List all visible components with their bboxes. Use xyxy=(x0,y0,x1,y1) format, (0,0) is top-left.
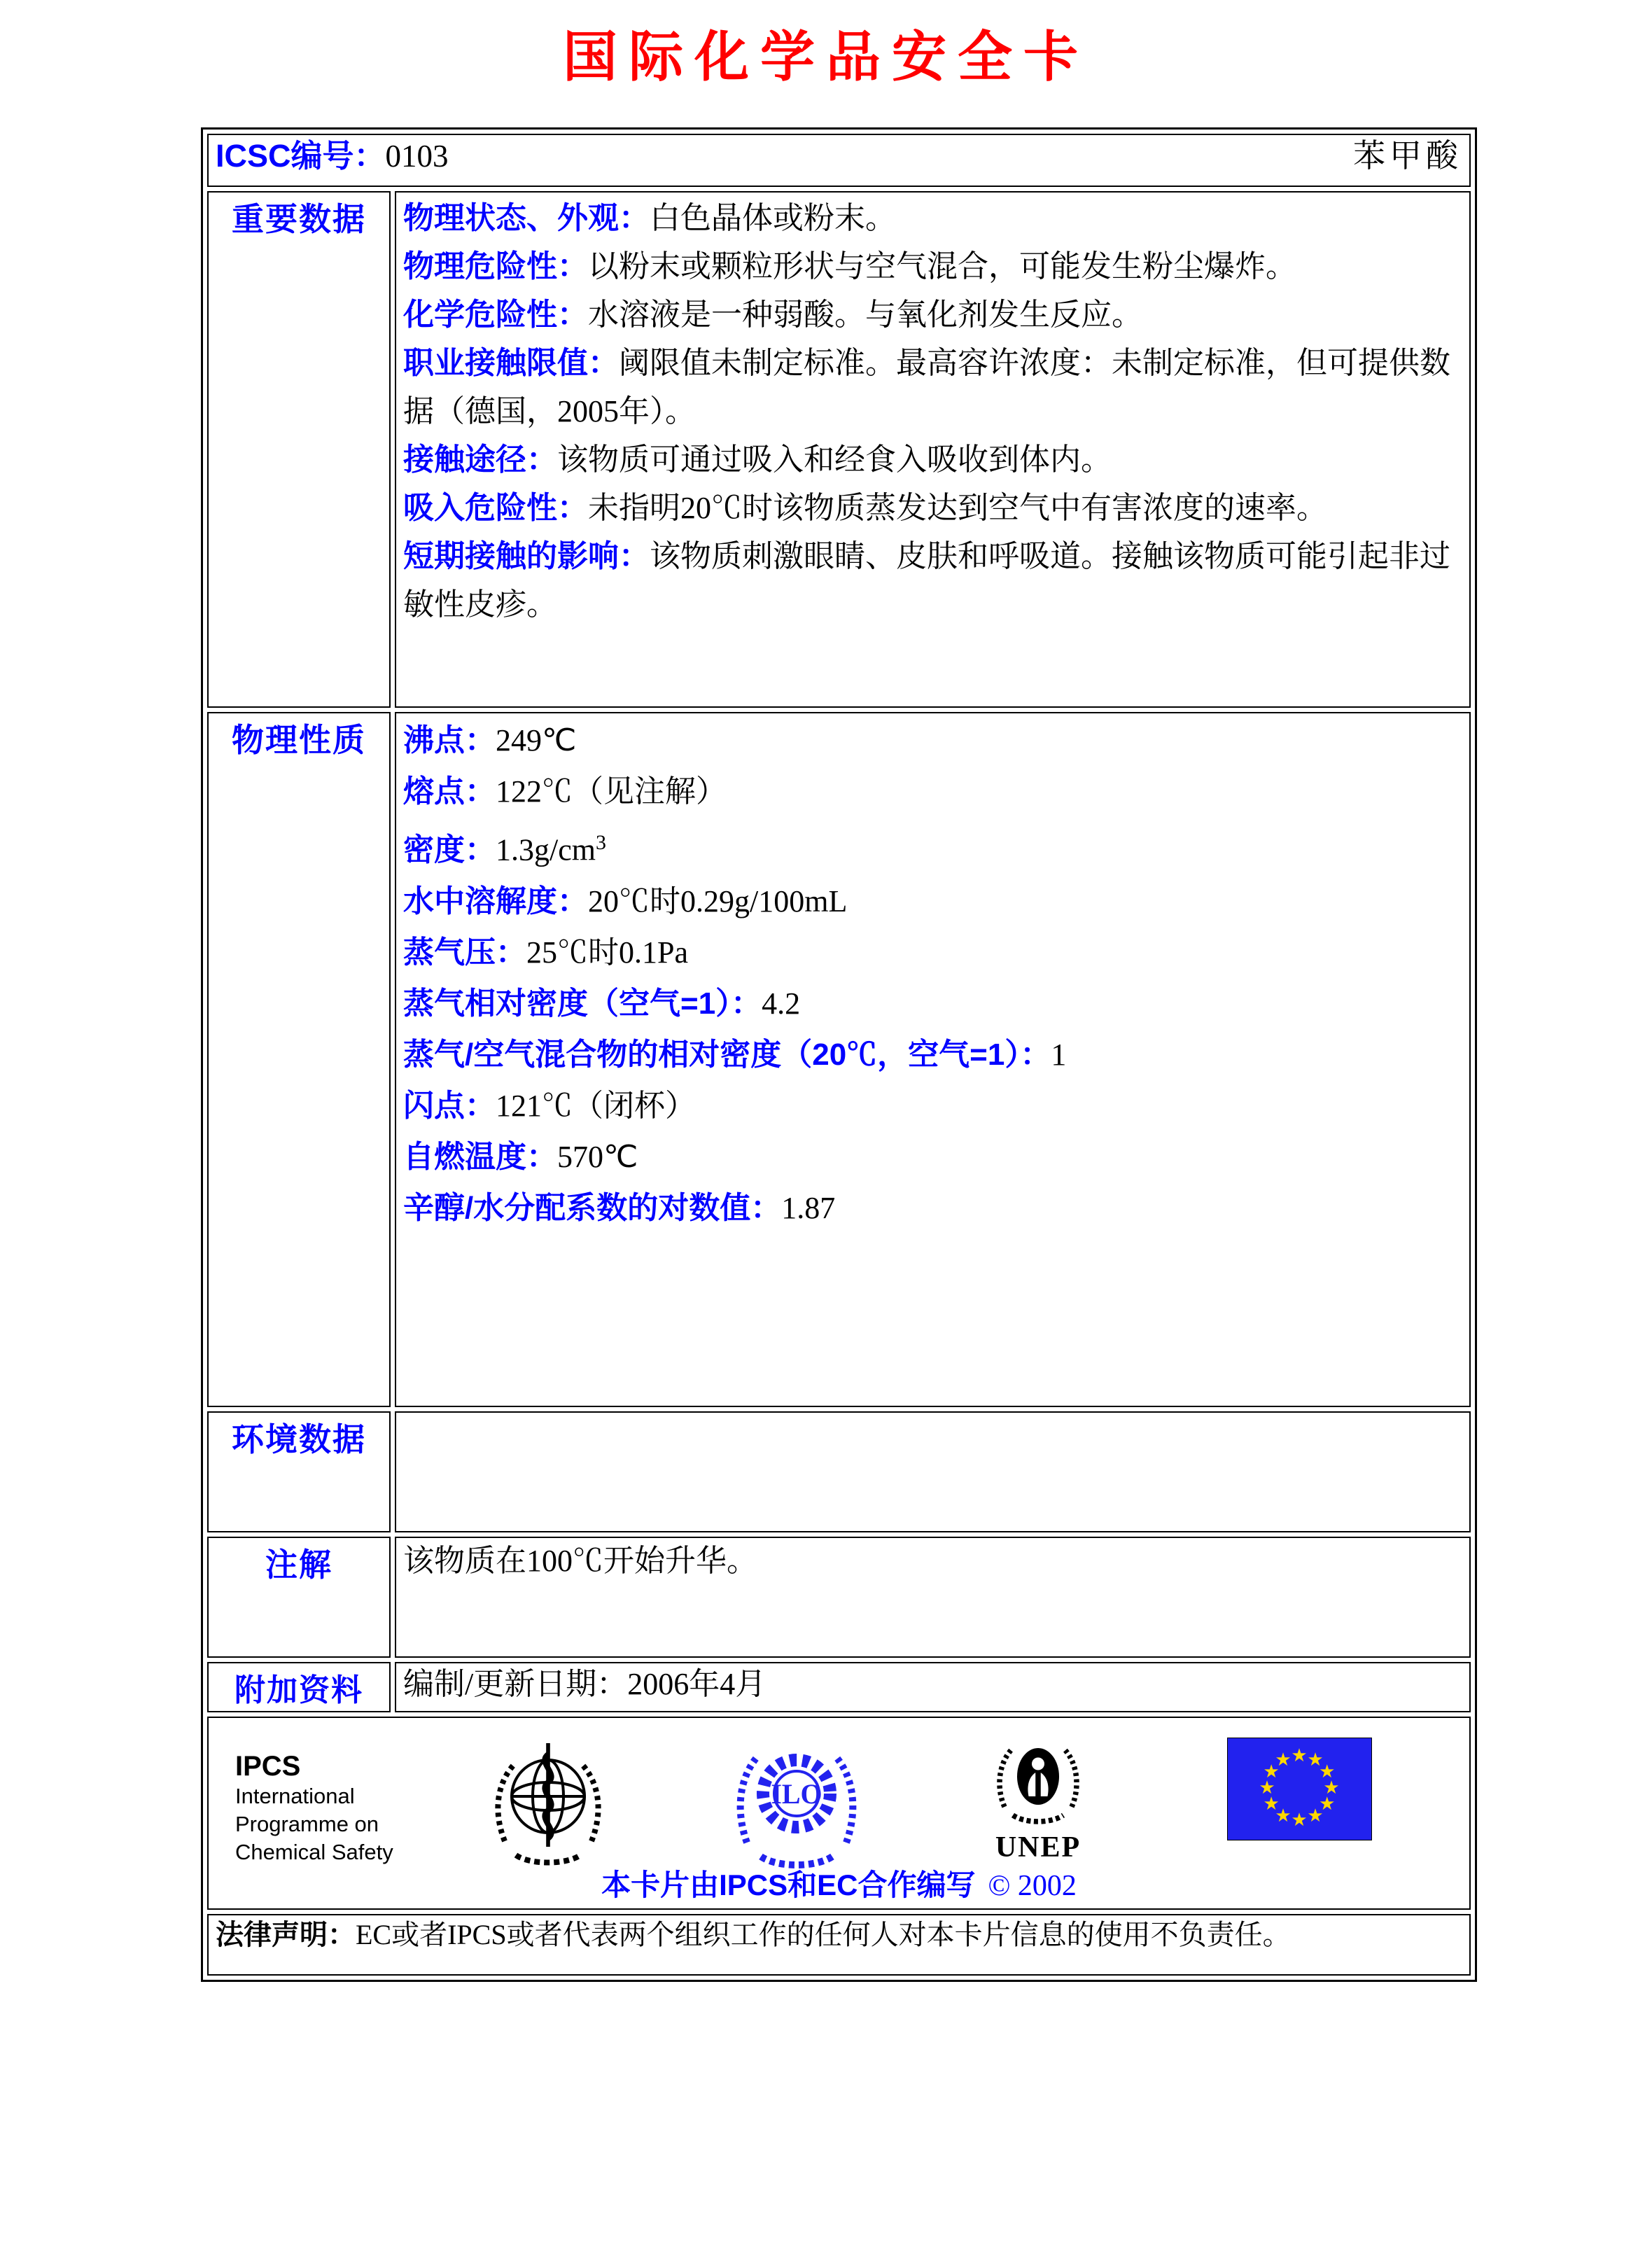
eu-star: ★ xyxy=(1263,1793,1280,1814)
ipcs-line: Chemical Safety xyxy=(235,1840,393,1864)
property-line xyxy=(403,1080,1462,1131)
property-value: 编制/更新日期：2006年4月 xyxy=(403,1667,766,1701)
property-line xyxy=(403,484,1462,532)
property-line xyxy=(403,339,1462,435)
property-value: 1.3g/cm xyxy=(496,832,596,867)
property-value: 1 xyxy=(1051,1037,1067,1072)
ipcs-line: International xyxy=(235,1784,355,1808)
logos-strip xyxy=(216,1719,1462,1907)
section-content-additional-info xyxy=(395,1662,1471,1712)
eu-star: ★ xyxy=(1291,1809,1308,1830)
property-value: 以粉末或颗粒形状与空气混合，可能发生粉尘爆炸。 xyxy=(588,249,1296,284)
property-line xyxy=(403,766,1462,817)
legal-label: 法律声明： xyxy=(216,1920,356,1950)
property-line xyxy=(403,1182,1462,1234)
property-label: 沸点： xyxy=(403,723,496,757)
property-value: 该物质刺激眼睛、皮肤和呼吸道。接触该物质可能引起非过敏性皮疹。 xyxy=(403,539,1450,622)
property-value: 该物质可通过吸入和经食入吸收到体内。 xyxy=(557,442,1112,477)
property-value: 水溶液是一种弱酸。与氧化剂发生反应。 xyxy=(588,298,1142,332)
eu-star: ★ xyxy=(1307,1749,1324,1770)
legal-cell xyxy=(207,1914,1471,1976)
ilo-logo-icon xyxy=(730,1731,863,1871)
property-line xyxy=(403,242,1462,291)
property-label: 水中溶解度： xyxy=(403,883,588,918)
section-content-notes xyxy=(395,1537,1471,1658)
icsc-row xyxy=(207,134,1471,187)
property-label: 短期接触的影响： xyxy=(403,539,650,573)
logos-cell xyxy=(207,1717,1471,1910)
important-data-row xyxy=(207,191,1471,708)
icsc-cell xyxy=(207,134,1471,187)
eu-star: ★ xyxy=(1259,1777,1275,1798)
eu-star: ★ xyxy=(1307,1804,1324,1826)
logos-row xyxy=(207,1717,1471,1910)
eu-star: ★ xyxy=(1323,1777,1340,1798)
property-value: 该物质在100℃开始升华。 xyxy=(403,1544,757,1578)
page-title: 国际化学品安全卡 xyxy=(562,27,1089,88)
property-line xyxy=(403,1665,1462,1704)
eu-star: ★ xyxy=(1275,1749,1292,1770)
property-label: 吸入危险性： xyxy=(403,491,588,525)
icsc-number: 0103 xyxy=(385,139,449,174)
ipcs-block xyxy=(235,1750,393,1866)
property-line xyxy=(403,817,1462,876)
property-line xyxy=(403,876,1462,927)
property-label: 物理危险性： xyxy=(403,249,588,284)
section-content-important-data xyxy=(395,191,1471,708)
property-line xyxy=(403,715,1462,766)
legal-text: EC或者IPCS或者代表两个组织工作的任何人对本卡片信息的使用不负责任。 xyxy=(356,1919,1291,1950)
eu-star: ★ xyxy=(1275,1804,1292,1826)
section-label-additional-info: 附加资料 xyxy=(207,1662,391,1712)
property-line xyxy=(403,1539,1462,1583)
property-value: 570℃ xyxy=(557,1139,638,1174)
eu-flag xyxy=(1227,1738,1372,1840)
property-label: 蒸气/空气混合物的相对密度（20℃，空气=1）： xyxy=(403,1037,1051,1072)
property-line xyxy=(403,435,1462,484)
environmental-data-row xyxy=(207,1411,1471,1532)
property-label: 熔点： xyxy=(403,774,496,809)
unep-logo xyxy=(975,1729,1101,1863)
property-line xyxy=(403,532,1462,629)
eu-star: ★ xyxy=(1263,1761,1280,1782)
property-label: 蒸气相对密度（空气=1）： xyxy=(403,986,762,1021)
property-label: 接触途径： xyxy=(403,442,557,477)
property-line xyxy=(403,1131,1462,1182)
ipcs-line: Programme on xyxy=(235,1812,379,1836)
property-label: 物理状态、外观： xyxy=(403,201,650,235)
who-logo-icon xyxy=(485,1732,611,1872)
property-line xyxy=(403,194,1462,242)
property-line xyxy=(403,291,1462,339)
footer-caption xyxy=(216,1862,1462,1904)
notes-row xyxy=(207,1537,1471,1658)
copyright: © 2002 xyxy=(988,1870,1077,1902)
icsc-number-field xyxy=(216,137,449,176)
property-label: 密度： xyxy=(403,832,496,867)
card-table xyxy=(201,127,1477,1982)
section-label-important-data: 重要数据 xyxy=(207,191,391,708)
property-label: 辛醇/水分配系数的对数值： xyxy=(403,1190,782,1225)
ipcs-acronym: IPCS xyxy=(235,1751,301,1782)
property-value: 阈限值未制定标准。最高容许浓度：未制定标准，但可提供数据（德国，2005年）。 xyxy=(403,346,1450,428)
legal-row xyxy=(207,1914,1471,1976)
property-line xyxy=(403,978,1462,1029)
property-label: 职业接触限值： xyxy=(403,346,619,380)
property-line xyxy=(403,1029,1462,1080)
eu-star: ★ xyxy=(1319,1761,1336,1782)
caption-text: 本卡片由IPCS和EC合作编写 xyxy=(601,1868,976,1901)
property-value: 白色晶体或粉末。 xyxy=(650,201,896,235)
icsc-label: ICSC编号： xyxy=(216,138,386,174)
section-content-environmental-data xyxy=(395,1411,1471,1532)
property-value: 20℃时0.29g/100mL xyxy=(588,883,848,918)
superscript: 3 xyxy=(595,831,606,854)
eu-star: ★ xyxy=(1291,1745,1308,1766)
unep-label: UNEP xyxy=(995,1831,1082,1864)
property-line xyxy=(403,927,1462,978)
section-label-environmental-data: 环境数据 xyxy=(207,1411,391,1532)
property-value: 未指明20℃时该物质蒸发达到空气中有害浓度的速率。 xyxy=(588,491,1327,525)
property-label: 自燃温度： xyxy=(403,1139,557,1174)
property-label: 蒸气压： xyxy=(403,935,526,970)
property-value: 122℃（见注解） xyxy=(496,774,727,809)
property-value: 249℃ xyxy=(496,723,577,757)
unep-logo-icon xyxy=(986,1729,1091,1834)
section-label-notes: 注解 xyxy=(207,1537,391,1658)
property-value: 1.87 xyxy=(781,1190,836,1225)
property-label: 化学危险性： xyxy=(403,298,588,332)
property-value: 121℃（闭杯） xyxy=(496,1088,696,1123)
additional-info-row xyxy=(207,1662,1471,1712)
svg-text:ILO: ILO xyxy=(771,1778,822,1810)
chemical-name: 苯甲酸 xyxy=(1353,138,1462,174)
property-value: 25℃时0.1Pa xyxy=(526,935,688,970)
section-content-physical-properties xyxy=(395,712,1471,1407)
physical-properties-row xyxy=(207,712,1471,1407)
property-value: 4.2 xyxy=(762,986,801,1021)
property-label: 闪点： xyxy=(403,1088,496,1123)
section-label-physical-properties: 物理性质 xyxy=(207,712,391,1407)
eu-star: ★ xyxy=(1319,1793,1336,1814)
